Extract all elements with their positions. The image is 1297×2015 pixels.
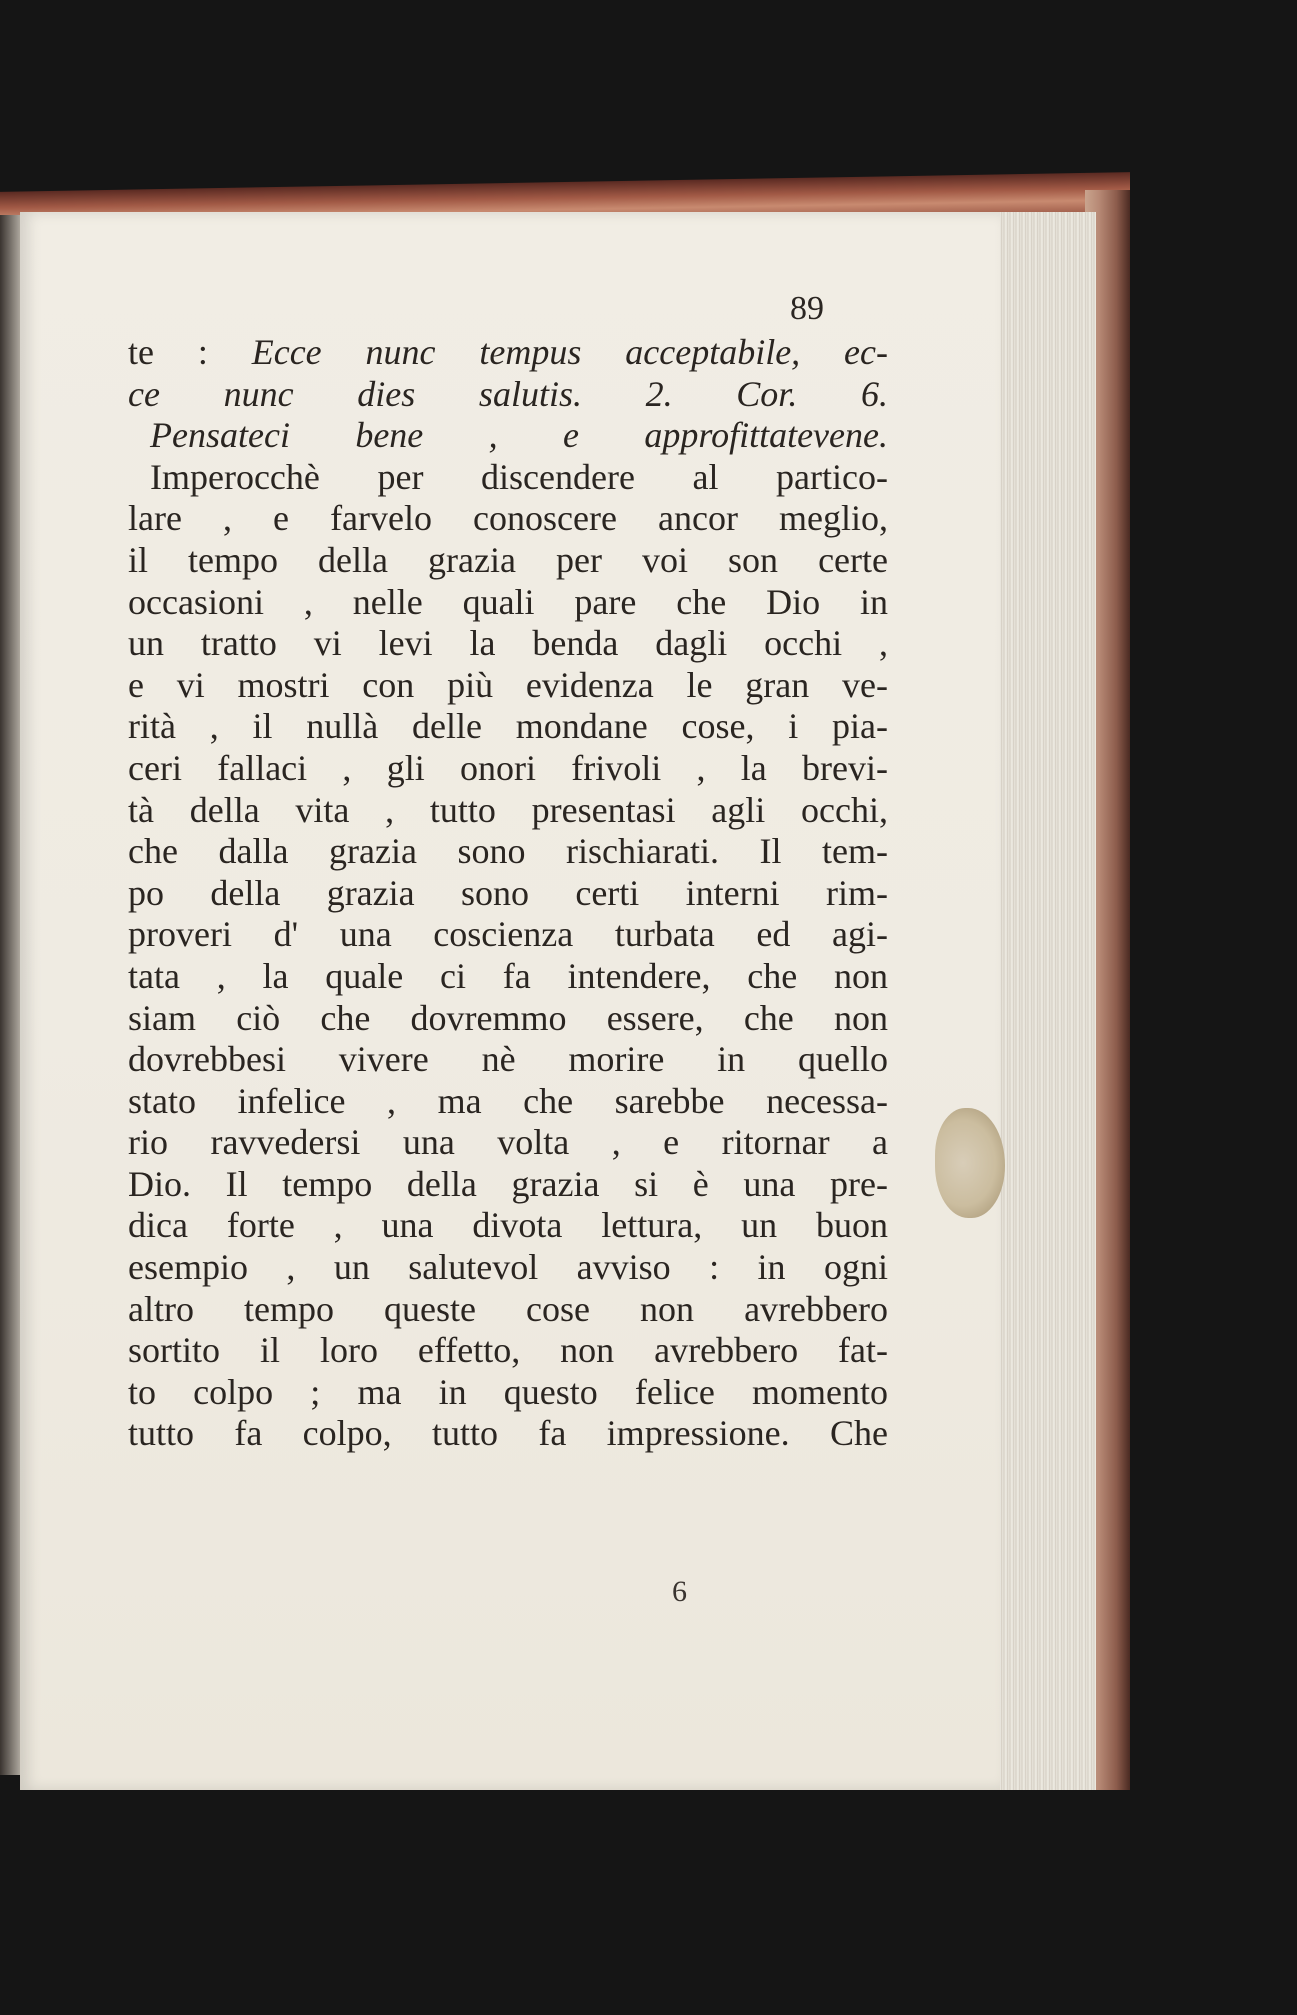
text-line: te : Ecce nunc tempus acceptabile, ec- (128, 332, 888, 372)
text-line: e vi mostri con più evidenza le gran ve- (128, 664, 888, 705)
italic-quote: Ecce nunc tempus acceptabile, ec- (251, 332, 888, 372)
text-line: esempio , un salutevol avviso : in ogni (128, 1247, 888, 1288)
page-number: 89 (790, 290, 824, 327)
text-line: altro tempo queste cose non avrebbero (128, 1288, 888, 1329)
signature-mark: 6 (672, 1575, 687, 1608)
text-line: to colpo ; ma in questo felice momento (128, 1371, 888, 1412)
text-line: dovrebbesi vivere nè morire in quello (128, 1039, 888, 1080)
text-line: sortito il loro effetto, non avrebbero fat- (128, 1330, 888, 1371)
text-line: lare , e farvelo conoscere ancor meglio, (128, 498, 888, 539)
text-line: po della grazia sono certi interni rim- (128, 872, 888, 913)
text-line: Pensateci bene , e approfittatevene. (150, 415, 888, 456)
text-line: ce nunc dies salutis. 2. Cor. 6. (128, 373, 888, 414)
text-line: rità , il nullà delle mondane cose, i pia- (128, 706, 888, 747)
text-line: Imperocchè per discendere al partico- (150, 456, 888, 497)
text-line: ceri fallaci , gli onori frivoli , la brevi- (128, 747, 888, 788)
text-line: Dio. Il tempo della grazia si è una pre- (128, 1163, 888, 1204)
paper-damage-hole (935, 1108, 1005, 1218)
text-line: che dalla grazia sono rischiarati. Il tem- (128, 831, 888, 872)
text-line: tata , la quale ci fa intendere, che non (128, 955, 888, 996)
text-line: siam ciò che dovremmo essere, che non (128, 997, 888, 1038)
text-line: il tempo della grazia per voi son certe (128, 539, 888, 580)
text-line: dica forte , una divota lettura, un buon (128, 1205, 888, 1246)
text-line: tutto fa colpo, tutto fa impressione. Che (128, 1413, 888, 1454)
page-text-block (128, 332, 888, 1455)
text-line: rio ravvedersi una volta , e ritornar a (128, 1122, 888, 1163)
left-page-sliver (0, 215, 22, 1775)
text-line: un tratto vi levi la benda dagli occhi , (128, 623, 888, 664)
page-stack-edges (995, 212, 1096, 1790)
text-line: stato infelice , ma che sarebbe necessa- (128, 1080, 888, 1121)
text-line: occasioni , nelle quali pare che Dio in (128, 581, 888, 622)
text-line: proveri d' una coscienza turbata ed agi- (128, 914, 888, 955)
text-line: tà della vita , tutto presentasi agli occhi, (128, 789, 888, 830)
